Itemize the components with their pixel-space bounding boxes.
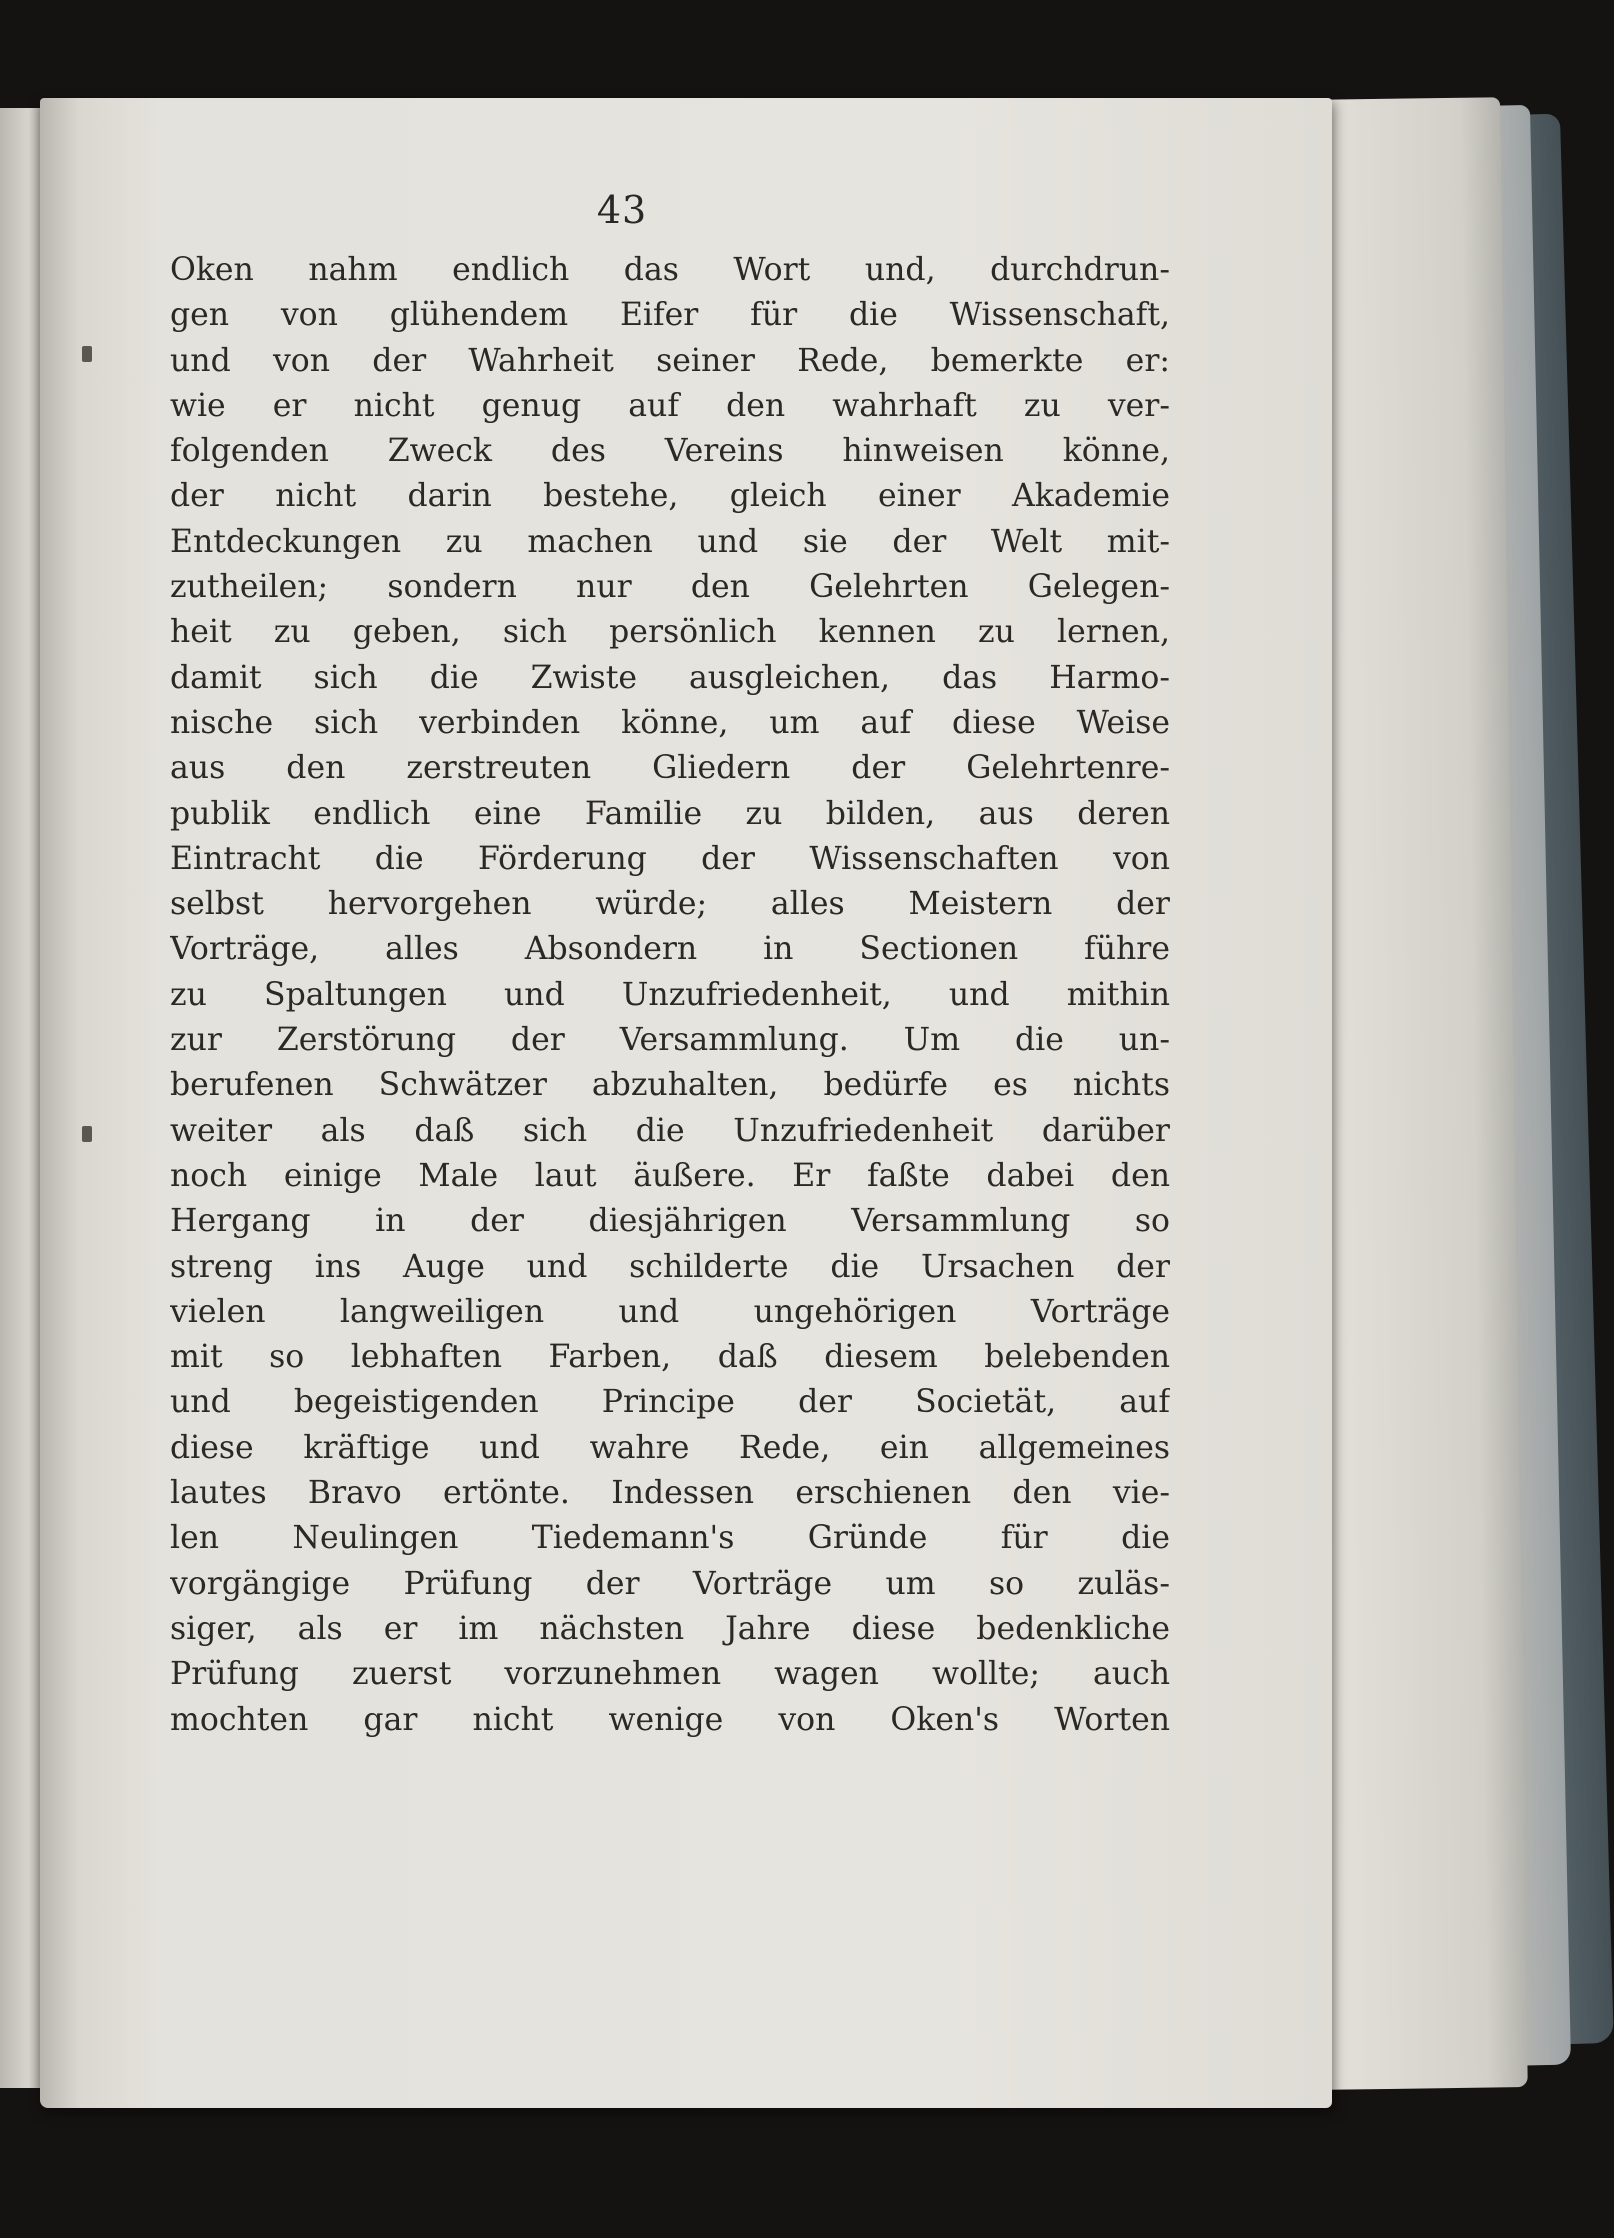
text-line: mochten gar nicht wenige von Oken's Worten [170,1701,1170,1738]
text-line: zu Spaltungen und Unzufriedenheit, und mithin [170,976,1170,1013]
text-line: mit so lebhaften Farben, daß diesem belebenden [170,1339,1170,1376]
text-line: zutheilen; sondern nur den Gelehrten Gelegen- [170,569,1170,606]
text-line: nische sich verbinden könne, um auf diese Weise [170,704,1170,741]
binding-mark [82,1126,92,1142]
text-line: und von der Wahrheit seiner Rede, bemerkte er: [170,342,1170,379]
text-line: siger, als er im nächsten Jahre diese bedenkliche [170,1610,1170,1647]
text-line: Oken nahm endlich das Wort und, durchdrun- [170,252,1170,288]
text-line: aus den zerstreuten Gliedern der Gelehrtenre- [170,750,1170,787]
page-number: 43 [596,188,648,232]
binding-mark [82,346,92,362]
text-line: lautes Bravo ertönte. Indessen erschienen den vie- [170,1475,1170,1512]
text-line: zur Zerstörung der Versammlung. Um die un- [170,1022,1170,1059]
text-line: diese kräftige und wahre Rede, ein allgemeines [170,1429,1170,1466]
body-text [170,248,1170,1743]
text-line: der nicht darin bestehe, gleich einer Akademie [170,478,1170,515]
text-line: und begeistigenden Principe der Societät, auf [170,1384,1170,1421]
text-line: vorgängige Prüfung der Vorträge um so zuläs- [170,1565,1170,1602]
text-line: Prüfung zuerst vorzunehmen wagen wollte; auch [170,1656,1170,1693]
text-line: streng ins Auge und schilderte die Ursachen der [170,1248,1170,1285]
text-line: folgenden Zweck des Vereins hinweisen könne, [170,433,1170,470]
text-line: Eintracht die Förderung der Wissenschaften von [170,840,1170,877]
text-line: gen von glühendem Eifer für die Wissenschaft, [170,297,1170,334]
text-line: heit zu geben, sich persönlich kennen zu lernen, [170,614,1170,651]
text-line: len Neulingen Tiedemann's Gründe für die [170,1520,1170,1557]
text-line: wie er nicht genug auf den wahrhaft zu ver- [170,387,1170,424]
text-line: Entdeckungen zu machen und sie der Welt mit- [170,523,1170,560]
text-line: selbst hervorgehen würde; alles Meistern der [170,886,1170,923]
text-line: weiter als daß sich die Unzufriedenheit darüber [170,1112,1170,1149]
text-line: berufenen Schwätzer abzuhalten, bedürfe es nichts [170,1067,1170,1104]
text-line: publik endlich eine Familie zu bilden, aus deren [170,795,1170,832]
text-line: Vorträge, alles Absondern in Sectionen führe [170,931,1170,968]
text-line: vielen langweiligen und ungehörigen Vorträge [170,1293,1170,1330]
text-line: Hergang in der diesjährigen Versammlung so [170,1203,1170,1240]
page-stack-edge-light [1300,97,1528,2090]
text-line: noch einige Male laut äußere. Er faßte dabei den [170,1157,1170,1194]
text-line: damit sich die Zwiste ausgleichen, das Harmo- [170,659,1170,696]
